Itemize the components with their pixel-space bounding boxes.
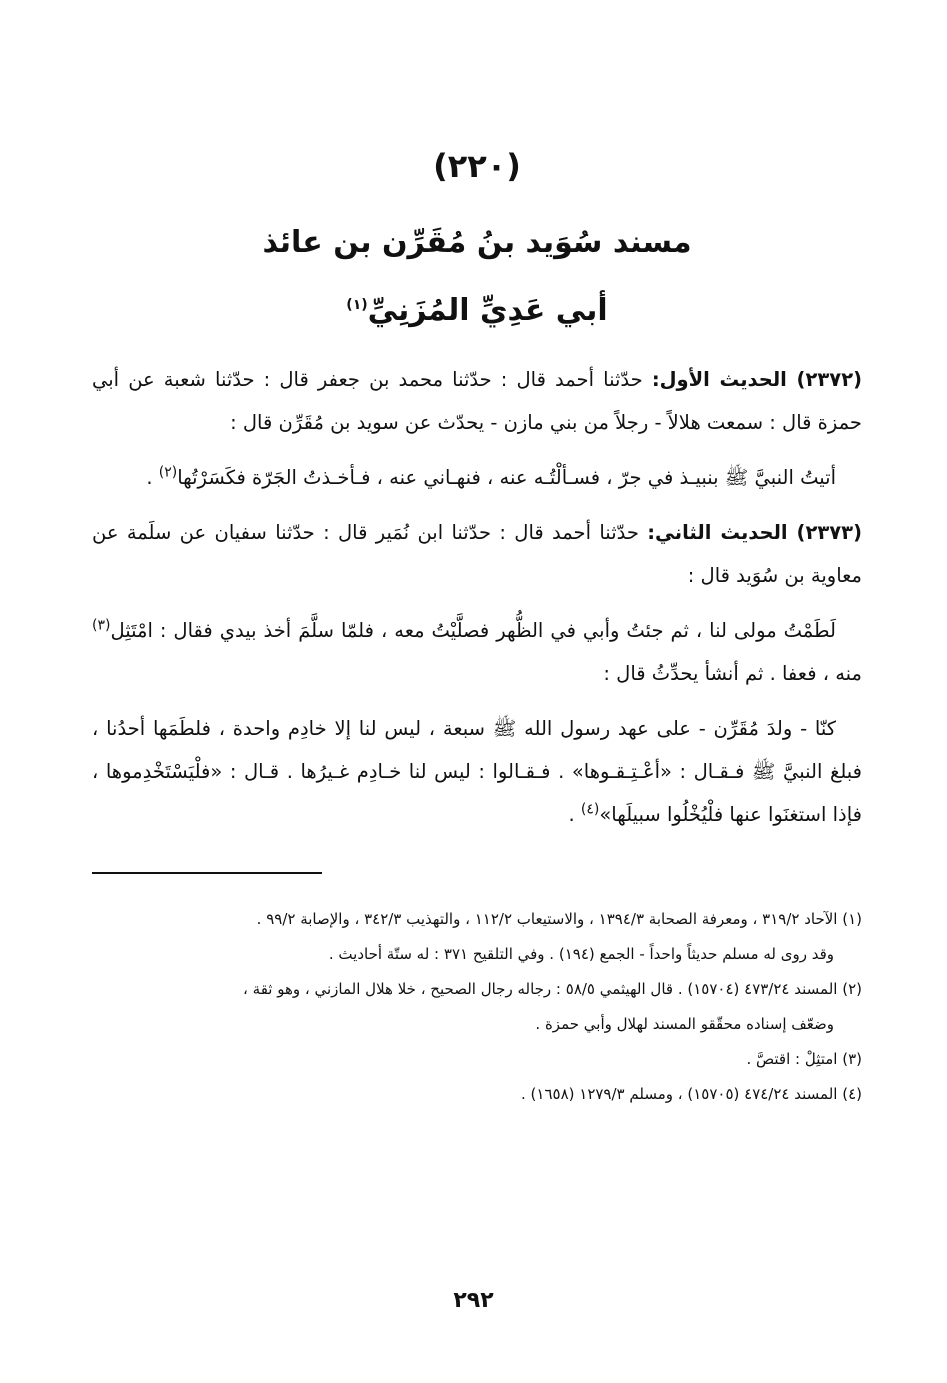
footnote-ref-2: (٢) bbox=[158, 464, 178, 481]
footnote-divider bbox=[92, 872, 322, 874]
footnote-4: (٤) المسند ٤٧٤/٢٤ (١٥٧٠٥) ، ومسلم ١٢٧٩/٣ (١٦٥٨) . bbox=[521, 1085, 862, 1103]
chapter-number: (٢٢٠) bbox=[433, 147, 521, 185]
hadith-2373-isnad-text: حدّثنا أحمد قال : حدّثنا ابن نُمَير قال : حدّثنا سفيان عن سلَمة عن معاوية بن سُوَيد قال : bbox=[92, 521, 862, 587]
page-title-line-2 bbox=[92, 286, 862, 336]
footnote-2-continued: وضعّف إسناده محقّقو المسند لهلال وأبي حمزة . bbox=[535, 1015, 834, 1033]
page-title-text: أبي عَدِيِّ المُزَنِيِّ bbox=[367, 293, 608, 328]
footnote-1-continued: وقد روى له مسلم حديثاً واحداً - الجمع (١٩٤) . وفي التلقيح ٣٧١ : له ستّة أحاديث . bbox=[328, 945, 834, 963]
hadith-2373-label: (٢٣٧٣) الحديث الثاني: bbox=[647, 521, 862, 544]
hadith-2373-matn-2 bbox=[92, 707, 862, 836]
footnote-ref-3: (٣) bbox=[92, 617, 111, 634]
hadith-2372-label: (٢٣٧٢) الحديث الأول: bbox=[651, 368, 863, 391]
hadith-2372-matn bbox=[92, 456, 862, 499]
footnote-2: (٢) المسند ٤٧٣/٢٤ (١٥٧٠٤) . قال الهيثمي ٥٨/٥ : رجاله رجال الصحيح ، خلا هلال المازني ، وهو ثقة ، bbox=[243, 980, 862, 998]
footnote-1: (١) الآحاد ٣١٩/٢ ، ومعرفة الصحابة ١٣٩٤/٣ ، والاستيعاب ١١٢/٢ ، والتهذيب ٣٤٢/٣ ، والإصابة ٩٩/٢ . bbox=[256, 910, 862, 928]
hadith-2373-matn-2-end: . bbox=[568, 803, 581, 826]
page-title-line-1: مسند سُوَيد بنُ مُقَرِّن بن عائذ bbox=[262, 225, 692, 260]
hadith-section bbox=[92, 358, 862, 836]
hadith-2372-isnad-text: حدّثنا أحمد قال : حدّثنا محمد بن جعفر قال : حدّثنا شعبة عن أبي حمزة قال : سمعت هلالاً - رجلاً من بني مازن - يحدّث عن سويد بن مُقَرِّن قال : bbox=[92, 368, 862, 434]
hadith-2372-matn-end: . bbox=[146, 466, 159, 489]
footnote-3: (٣) امتثِلْ : اقتصَّ . bbox=[746, 1050, 862, 1068]
hadith-2372-isnad bbox=[92, 358, 862, 444]
page-body bbox=[92, 140, 862, 1112]
hadith-2372-matn-text: أتيتُ النبيَّ ﷺ بنبيـذ في جرّ ، فسـألْتُـه عنه ، فنهـاني عنه ، فـأخـذتُ الجَرّة فكَسَرْتُها bbox=[177, 466, 836, 489]
page-number: ٢٩٢ bbox=[453, 1288, 494, 1313]
hadith-2373-matn-1-end: منه ، فعفا . ثم أنشأ يحدِّثُ قال : bbox=[603, 662, 862, 685]
hadith-2373-matn-1-text: لَطَمْتُ مولى لنا ، ثم جئتُ وأبي في الظُّهر فصلَّيْتُ معه ، فلمّا سلَّمَ أخذ بيدي فقال : امْتَثِل bbox=[110, 619, 836, 642]
footnote-ref-1: (١) bbox=[346, 297, 368, 313]
hadith-2373-matn-2-text: كنّا - ولدَ مُقَرِّن - على عهد رسول الله ﷺ سبعة ، ليس لنا إلا خادِم واحدة ، فلطَمَها أحدُنا ، فبلغ النبيَّ ﷺ فـقـال : «أعْـتِـقـوها» . فـقـالوا : ليس لنا خـادِم غـيرُها . قـال : «فلْيَسْتَخْدِموها ، فإذا استغنَوا عنها فلْيُخْلُوا سبيلَها» bbox=[92, 717, 862, 826]
footnote-ref-4: (٤) bbox=[580, 801, 600, 818]
hadith-2373-matn-1 bbox=[92, 609, 862, 695]
hadith-2373-isnad bbox=[92, 511, 862, 597]
footnotes bbox=[92, 902, 862, 1112]
